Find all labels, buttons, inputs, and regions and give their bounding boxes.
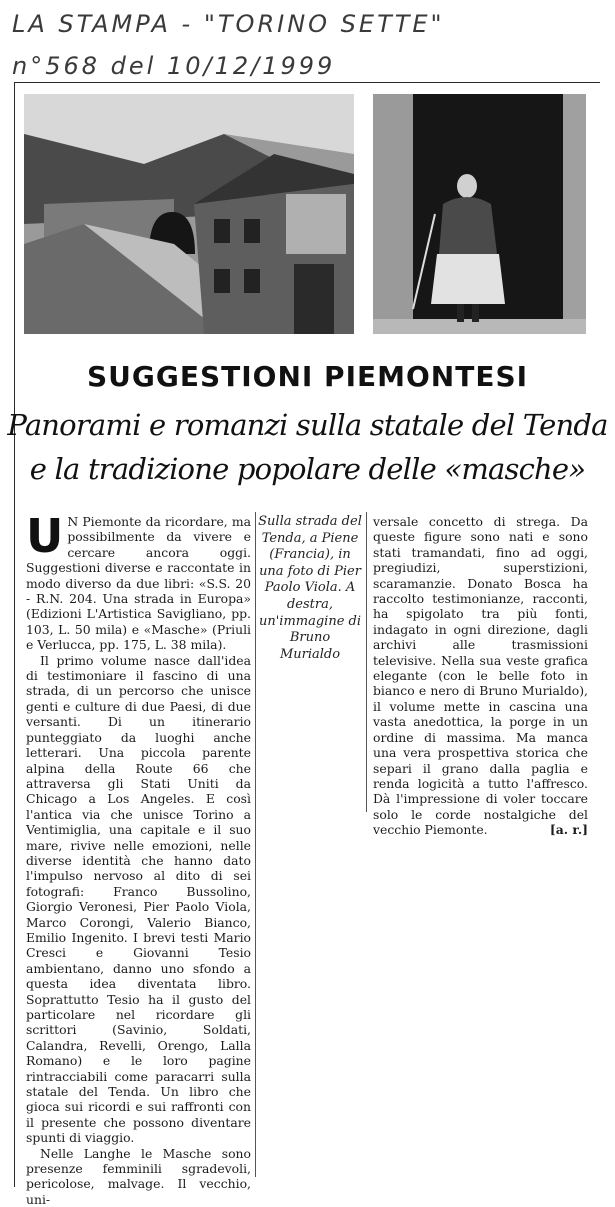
clipping-top-edge — [14, 82, 600, 83]
paragraph-first-book: Il primo volume nasce dall'idea di testimoniare il fascino di una strada, di un percorso che unisce genti e culture di due Paesi, di due versanti. Di un itinerario punteggiato da luoghi anche letterari. Una piccola parente alpina della Route 66 che attraversa gli Stati Uniti da Chicago a Los Angeles. E così l'antica via che unisce Torino a Ventimiglia, una capitale e il suo mare, rivive nelle emozioni, nelle diverse identità che hanno dato l'impulso nervoso al dito di sei fotografi: Franco Bussolino, Giorgio Veronesi, Pier Paolo Viola, Marco Corongi, Valerio Bianco, Emilio Ingenito. I brevi testi Mario Cresci e Giovanni Tesio ambientano, danno uno sfondo a questa idea diventata libro. Soprattutto Tesio ha il gusto del particolare nel ricordare gli scrittori (Savinio, Soldati, Calandra, Revelli, Orengo, Lalla Romano) e le loro pagine rintracciabili come paracarri sulla statale del Tenda. Un libro che gioca sui ricordi e sui raffronti con il presente che possono diventare spunti di viaggio. — [26, 652, 251, 1146]
article-column-3 — [373, 514, 588, 838]
photo-elderly-woman-seated — [373, 94, 586, 334]
handwritten-issue-date: n°568 del 10/12/1999 — [12, 52, 336, 80]
article-kicker: SUGGESTIONI PIEMONTESI — [86, 360, 529, 393]
photo-caption: Sulla strada del Tenda, a Piene (Francia), in una foto di Pier Paolo Viola. A destra, un'immagine di Bruno Murialdo — [258, 514, 362, 662]
clipping-left-edge — [14, 82, 15, 1187]
article-column-1 — [26, 509, 251, 1207]
paragraph-intro: N Piemonte da ricordare, ma possibilmente da vivere e cercare ancora oggi. Suggestioni diverse e raccontate in modo diverso da due libri: «S.S. 20 - R.N. 204. Una strada in Europa» (Edizioni L'Artistica Savigliano, pp. 103, L. 50 mila) e «Masche» (Priuli e Verlucca, pp. 175, L. 38 mila). — [26, 514, 251, 653]
photo-tenda-road-tunnel — [24, 94, 354, 334]
paragraph-masche-start: Nelle Langhe le Masche sono presenze femminili sgradevoli, pericolose, malvage. Il vecchio, uni- — [26, 1145, 251, 1207]
handwritten-source-note: LA STAMPA - "TORINO SETTE" — [12, 10, 445, 38]
column-rule-1 — [255, 512, 256, 1177]
author-signature: [a. r.] — [549, 822, 588, 838]
paragraph-masche-continued: versale concetto di strega. Da queste figure sono nati e sono stati tramandati, fino ad oggi, pregiudizi, superstizioni, scaramanzie. Donato Bosca ha raccolto testimonianze, racconti, ha spigolato tra più fonti, indagato in ogni direzione, dagli archivi alle trasmissioni televisive. Nella sua veste grafica elegante (con le belle foto in bianco e nero di Bruno Murialdo), il volume mette in cascina una vasta anedottica, la porge in un ordine di massima. Ma manca una vera prospettiva storica che separi il grano dalla paglia e renda logicità a tutto l'affresco. Dà l'impressione di voler toccare solo le corde nostalgiche del vecchio Piemonte. — [373, 514, 588, 838]
column-rule-2 — [366, 512, 367, 812]
drop-cap: U — [26, 509, 64, 563]
headline-line-2: e la tradizione popolare delle «masche» — [29, 452, 586, 486]
headline-line-1: Panorami e romanzi sulla statale del Tenda — [7, 408, 608, 442]
